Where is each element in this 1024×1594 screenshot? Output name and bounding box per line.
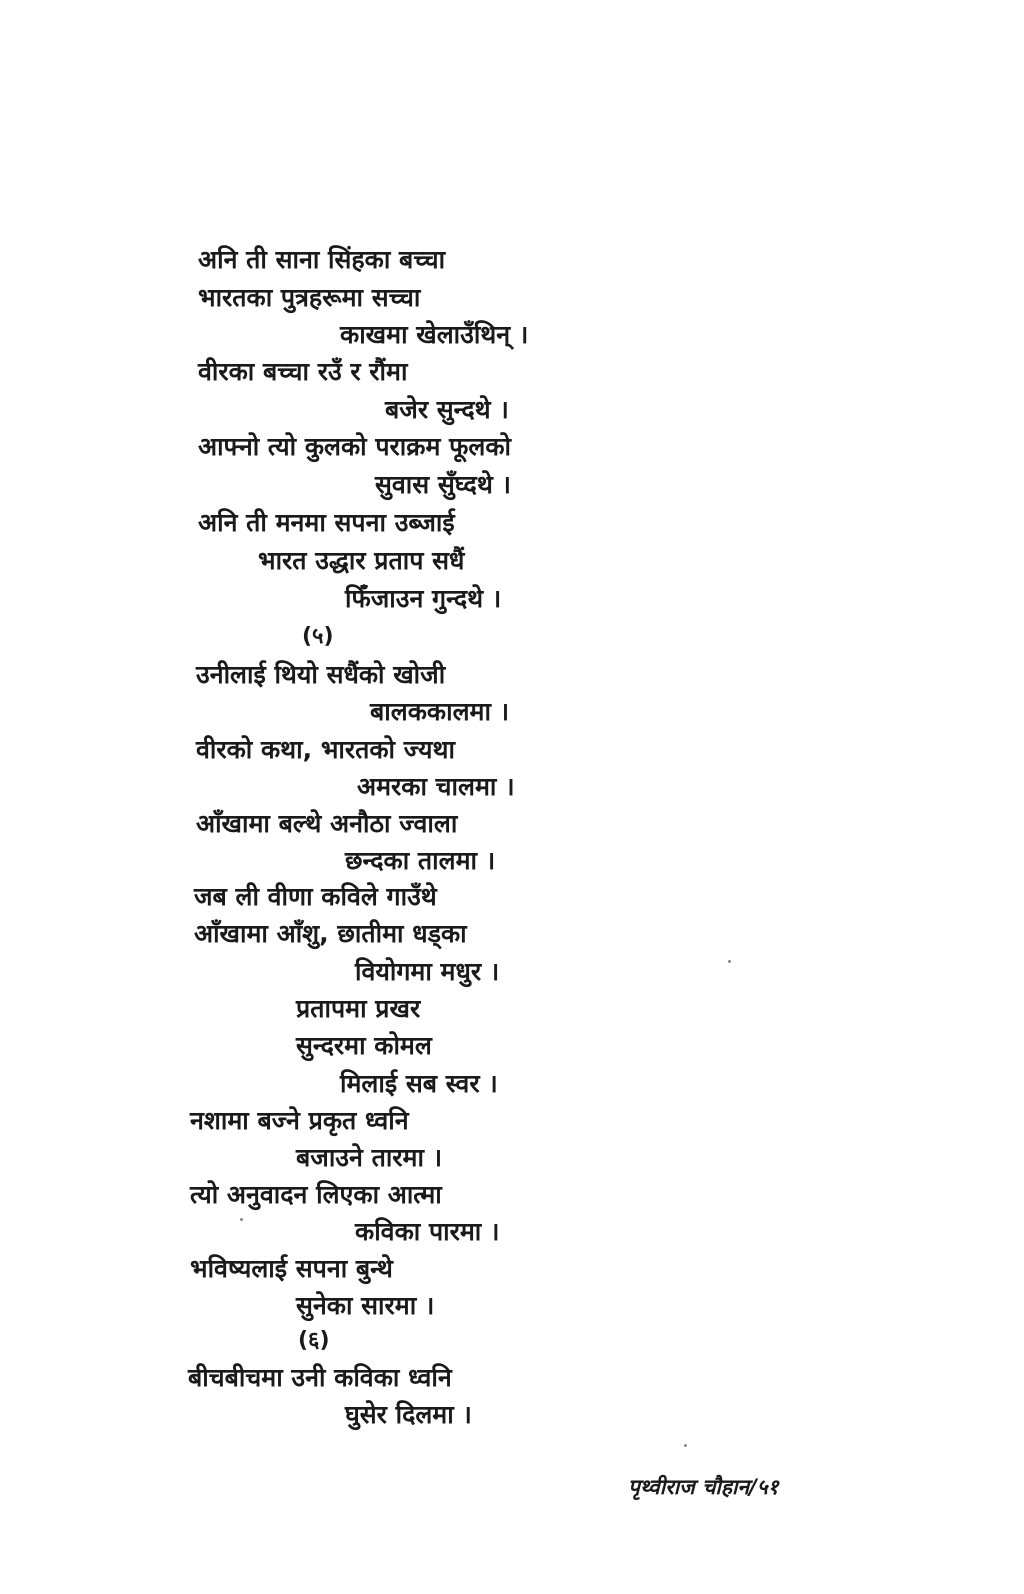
poem-line: वीरको कथा, भारतको ज्यथा: [196, 735, 455, 764]
scan-speck: [728, 960, 731, 963]
poem-line: भविष्यलाई सपना बुन्थे: [190, 1254, 393, 1283]
poem-line: अनि ती साना सिंहका बच्चा: [198, 245, 446, 274]
poem-line: कविका पारमा ।: [355, 1217, 500, 1246]
poem-line: आँखामा आँशु, छातीमा धड्का: [194, 919, 467, 948]
poem-line: त्यो अनुवादन लिएका आत्मा: [190, 1180, 442, 1209]
poem-line: अमरका चालमा ।: [357, 772, 515, 801]
poem-line: प्रतापमा प्रखर: [296, 994, 421, 1023]
poem-line: घुसेर दिलमा ।: [345, 1400, 472, 1429]
poem-line: सुनेका सारमा ।: [296, 1291, 435, 1320]
poem-line: फिँजाउन गुन्दथे ।: [345, 584, 502, 613]
stanza-number: (६): [298, 1328, 330, 1353]
poem-line: छन्दका तालमा ।: [345, 846, 496, 875]
poem-line: भारतका पुत्रहरूमा सच्चा: [198, 283, 421, 312]
poem-line: जब ली वीणा कविले गाउँथे: [194, 882, 437, 911]
poem-line: वियोगमा मधुर ।: [355, 957, 500, 986]
poem-line: सुवास सुँघ्दथे ।: [375, 470, 511, 499]
poem-line: वीरका बच्चा रउँ र रौंमा: [198, 357, 408, 386]
poem-line: बालककालमा ।: [370, 697, 510, 726]
poem-line: बजेर सुन्दथे ।: [385, 395, 509, 424]
page-footer: पृथ्वीराज चौहान/५१: [628, 1475, 779, 1499]
poem-line: मिलाई सब स्वर ।: [340, 1069, 498, 1098]
poem-line: उनीलाई थियो सधैंको खोजी: [196, 660, 446, 689]
poem-line: काखमा खेलाउँथिन् ।: [340, 320, 529, 349]
poem-line: अनि ती मनमा सपना उब्जाई: [198, 508, 455, 537]
poem-line: सुन्दरमा कोमल: [296, 1031, 432, 1060]
poem-line: बीचबीचमा उनी कविका ध्वनि: [188, 1363, 452, 1392]
poem-line: आफ्नो त्यो कुलको पराक्रम फूलको: [198, 432, 512, 461]
poem-line: आँखामा बल्थे अनौठा ज्वाला: [196, 809, 458, 838]
poem-line: नशामा बज्ने प्रकृत ध्वनि: [190, 1106, 409, 1135]
poem-line: भारत उद्धार प्रताप सधैं: [258, 546, 465, 575]
poem-line: बजाउने तारमा ।: [296, 1143, 443, 1172]
stanza-number: (५): [302, 624, 334, 649]
scan-speck: [240, 1218, 243, 1221]
scan-speck: [684, 1444, 687, 1447]
